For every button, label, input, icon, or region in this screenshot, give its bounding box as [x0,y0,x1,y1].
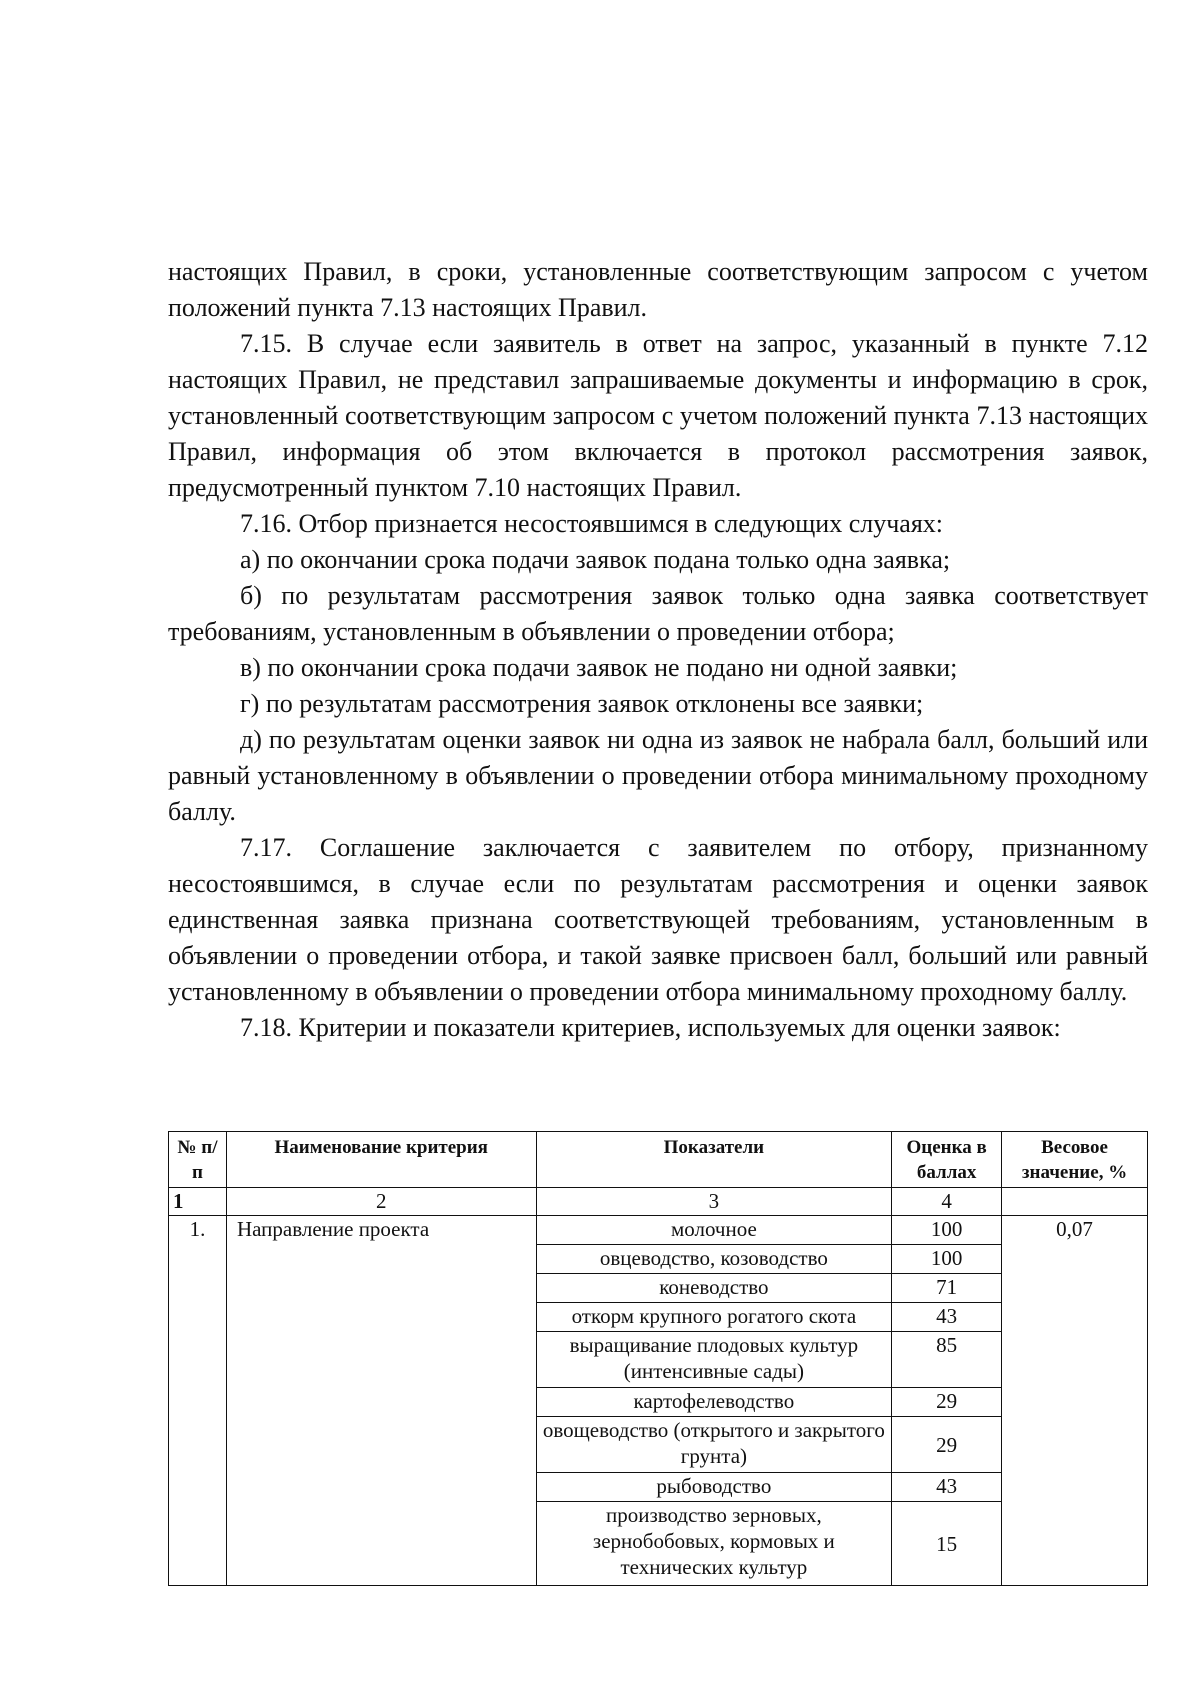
criteria-table [168,1131,1148,1586]
indicator-score: 29 [892,1417,1002,1473]
list-item-a: а) по окончании срока подачи заявок подана только одна заявка; [240,545,951,574]
paragraph-7-17: 7.17. Соглашение заключается с заявителем по отбору, признанному несостоявшимся, в случае если по результатам рассмотрения и оценки заявок единственная заявка признана соответствующей требованиям, установленным в объявлении о проведении отбора, и такой заявке присвоен балл, больший или равный установленному в объявлении о проведении отбора минимальному проходному баллу. [168,833,1148,1006]
indicator-name: рыбоводство [536,1473,892,1502]
indicator-name: картофелеводство [536,1388,892,1417]
indicator-name: овцеводство, козоводство [536,1245,892,1274]
indicator-name: коневодство [536,1274,892,1303]
header-number: № п/п [169,1132,227,1188]
list-item-d: д) по результатам оценки заявок ни одна из заявок не набрала балл, больший или равный установленному в объявлении о проведении отбора минимальному проходному баллу. [168,725,1148,826]
column-number-4: 4 [892,1188,1002,1216]
column-number-row [169,1188,1148,1216]
paragraph-7-16: 7.16. Отбор признается несостоявшимся в следующих случаях: [240,509,944,538]
indicator-name: откорм крупного рогатого скота [536,1303,892,1332]
indicator-score: 71 [892,1274,1002,1303]
column-number-2: 2 [226,1188,536,1216]
list-item-v: в) по окончании срока подачи заявок не подано ни одной заявки; [240,653,958,682]
header-weight: Весовое значение, % [1002,1132,1148,1188]
weight-value: 0,07 [1002,1216,1148,1586]
indicator-name: производство зерновых, зернобобовых, кормовых и технических культур [536,1502,892,1586]
column-number-1: 1 [169,1188,227,1216]
indicator-score: 100 [892,1245,1002,1274]
criterion-name: Направление проекта [226,1216,536,1586]
indicator-score: 29 [892,1388,1002,1417]
paragraph-7-18: 7.18. Критерии и показатели критериев, используемых для оценки заявок: [240,1013,1061,1042]
indicator-score: 43 [892,1303,1002,1332]
indicator-name: овощеводство (открытого и закрытого грунта) [536,1417,892,1473]
paragraph-continuation: настоящих Правил, в сроки, установленные соответствующим запросом с учетом положений пункта 7.13 настоящих Правил. [168,257,1148,322]
header-indicators: Показатели [536,1132,892,1188]
list-item-g: г) по результатам рассмотрения заявок отклонены все заявки; [240,689,924,718]
header-criterion: Наименование критерия [226,1132,536,1188]
table-row [169,1216,1148,1245]
header-score: Оценка в баллах [892,1132,1002,1188]
document-body [168,254,1148,1046]
list-item-b: б) по результатам рассмотрения заявок только одна заявка соответствует требованиям, установленным в объявлении о проведении отбора; [168,581,1148,646]
indicator-score: 15 [892,1502,1002,1586]
indicator-score: 43 [892,1473,1002,1502]
column-number-3: 3 [536,1188,892,1216]
column-number-5 [1002,1188,1148,1216]
row-number: 1. [169,1216,227,1586]
indicator-name: выращивание плодовых культур (интенсивные сады) [536,1332,892,1388]
paragraph-7-15: 7.15. В случае если заявитель в ответ на запрос, указанный в пункте 7.12 настоящих Правил, не представил запрашиваемые документы и информацию в срок, установленный соответствующим запросом с учетом положений пункта 7.13 настоящих Правил, информация об этом включается в протокол рассмотрения заявок, предусмотренный пунктом 7.10 настоящих Правил. [168,329,1148,502]
indicator-score: 100 [892,1216,1002,1245]
indicator-score: 85 [892,1332,1002,1388]
indicator-name: молочное [536,1216,892,1245]
table-header-row [169,1132,1148,1188]
